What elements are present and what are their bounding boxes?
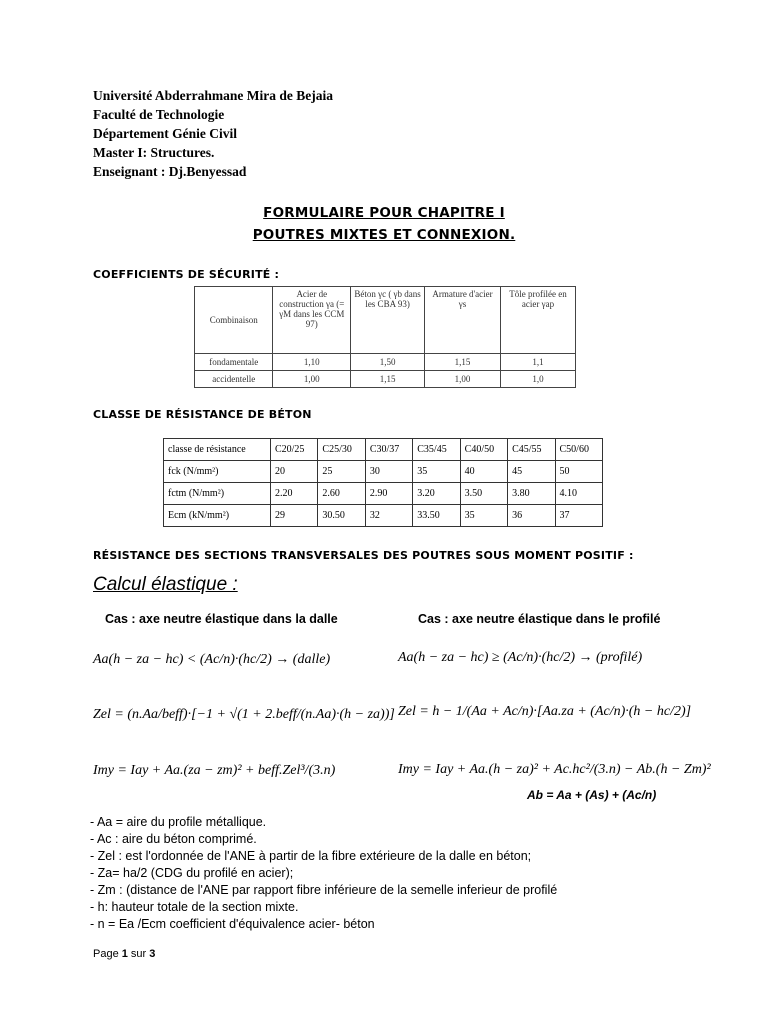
table-header-cell: C50/60 [555,439,602,461]
footer-page-total: 3 [149,948,156,960]
table-header-cell [195,287,273,354]
table-cell: fctm (N/mm²) [164,483,271,505]
table-cell: 45 [508,461,555,483]
table-header-cell: C25/30 [318,439,365,461]
teacher-line: Enseignant : Dj.Benyessad [93,164,247,179]
table-cell: fondamentale [195,354,273,371]
document-title [0,202,768,246]
table-cell: 1,15 [425,354,501,371]
formula-left-condition: Aa(h − za − hc) < (Ac/n)·(hc/2) → (dalle) [93,652,331,667]
table-cell: 3.80 [508,483,555,505]
table-cell: 3.20 [413,483,460,505]
list-item: - Zm : (distance de l'ANE par rapport fibre inférieure de la semelle inferieur de profilé [90,883,558,897]
department-line: Département Génie Civil [93,126,237,141]
table-header-cell: C35/45 [413,439,460,461]
table-cell: 3.50 [460,483,507,505]
table-header-cell: C40/50 [460,439,507,461]
table-cell: 29 [270,505,317,527]
table-header-cell: classe de résistance [164,439,271,461]
cell-text: Combinaison [209,315,258,325]
list-item: - Zel : est l'ordonnée de l'ANE à partir de la fibre extérieure de la dalle en béton; [90,849,532,863]
formula-left-zel: Zel = (n.Aa/beff)·[−1 + √(1 + 2.beff/(n.Aa)·(h − za))] [93,707,395,722]
table-header-cell [501,287,576,354]
concrete-class-table [163,438,603,527]
formula-ab: Ab = Aa + (As) + (Ac/n) [527,788,657,802]
table-cell: 35 [460,505,507,527]
table-cell: Ecm (kN/mm²) [164,505,271,527]
table-cell: 25 [318,461,365,483]
case-left-label: Cas : axe neutre élastique dans la dalle [105,612,338,626]
definitions-list [90,814,557,933]
university-line: Université Abderrahmane Mira de Bejaia [93,88,333,103]
table-cell: 1,00 [273,371,351,388]
footer-prefix: Page [93,948,122,960]
table-cell: 2.90 [365,483,412,505]
master-line: Master I: Structures. [93,145,215,160]
table-cell: 30 [365,461,412,483]
faculty-line: Faculté de Technologie [93,107,225,122]
cell-text: Tôle profilée en acier γap [509,289,567,309]
cell-text: Armature d'acier γs [432,289,493,309]
table-cell: 1,00 [425,371,501,388]
table-cell: 1,0 [501,371,576,388]
list-item: - n = Ea /Ecm coefficient d'équivalence acier- béton [90,917,375,931]
resistance-heading: RÉSISTANCE DES SECTIONS TRANSVERSALES DES POUTRES SOUS MOMENT POSITIF : [93,549,634,562]
footer-page-number: 1 [121,948,128,960]
table-cell: 37 [555,505,602,527]
list-item: - Za= ha/2 (CDG du profilé en acier); [90,866,294,880]
table-cell: 36 [508,505,555,527]
cell-text: Acier de construction γa (= γM dans les CCM 97) [279,289,345,329]
formula-left-imy: Imy = Iay + Aa.(za − zm)² + beff.Zel³/(3.n) [93,763,336,778]
title-line-1: FORMULAIRE POUR CHAPITRE I [263,205,505,221]
table-row [195,354,576,371]
table-cell: accidentelle [195,371,273,388]
safety-table [194,286,576,388]
formula-right-zel: Zel = h − 1/(Aa + Ac/n)·[Aa.za + (Ac/n)·(h − hc/2)] [398,704,692,719]
formula-right-imy: Imy = Iay + Aa.(h − za)² + Ac.hc²/(3.n) − Ab.(h − Zm)² [398,762,711,777]
table-header-cell: C30/37 [365,439,412,461]
calc-elastic-title: Calcul élastique : [93,574,238,595]
table-row [195,287,576,354]
table-cell: 40 [460,461,507,483]
table-row [164,439,603,461]
table-cell: 1,50 [351,354,425,371]
table-cell: 2.60 [318,483,365,505]
table-row [164,461,603,483]
case-right-label: Cas : axe neutre élastique dans le profilé [418,612,661,626]
table-header-cell: C45/55 [508,439,555,461]
list-item: - Aa = aire du profile métallique. [90,815,267,829]
safety-heading: COEFFICIENTS DE SÉCURITÉ : [93,268,280,281]
page-footer [93,948,155,960]
table-header-cell [273,287,351,354]
table-header-cell: C20/25 [270,439,317,461]
table-cell: 1,1 [501,354,576,371]
table-header-cell [425,287,501,354]
table-row [164,505,603,527]
table-cell: 2.20 [270,483,317,505]
list-item: - Ac : aire du béton comprimé. [90,832,257,846]
table-cell: fck (N/mm²) [164,461,271,483]
table-cell: 30.50 [318,505,365,527]
table-cell: 33.50 [413,505,460,527]
table-cell: 1,15 [351,371,425,388]
table-cell: 4.10 [555,483,602,505]
table-header-cell [351,287,425,354]
list-item: - h: hauteur totale de la section mixte. [90,900,299,914]
footer-middle: sur [127,948,150,960]
concrete-heading: CLASSE DE RÉSISTANCE DE BÉTON [93,408,312,421]
table-cell: 20 [270,461,317,483]
table-cell: 32 [365,505,412,527]
table-row [164,483,603,505]
table-cell: 1,10 [273,354,351,371]
formula-right-condition: Aa(h − za − hc) ≥ (Ac/n)·(hc/2) → (profilé) [398,650,643,665]
title-line-2: POUTRES MIXTES ET CONNEXION. [252,227,516,243]
table-cell: 50 [555,461,602,483]
table-row [195,371,576,388]
table-cell: 35 [413,461,460,483]
document-header [93,86,333,181]
cell-text: Béton γc ( γb dans les CBA 93) [354,289,421,309]
